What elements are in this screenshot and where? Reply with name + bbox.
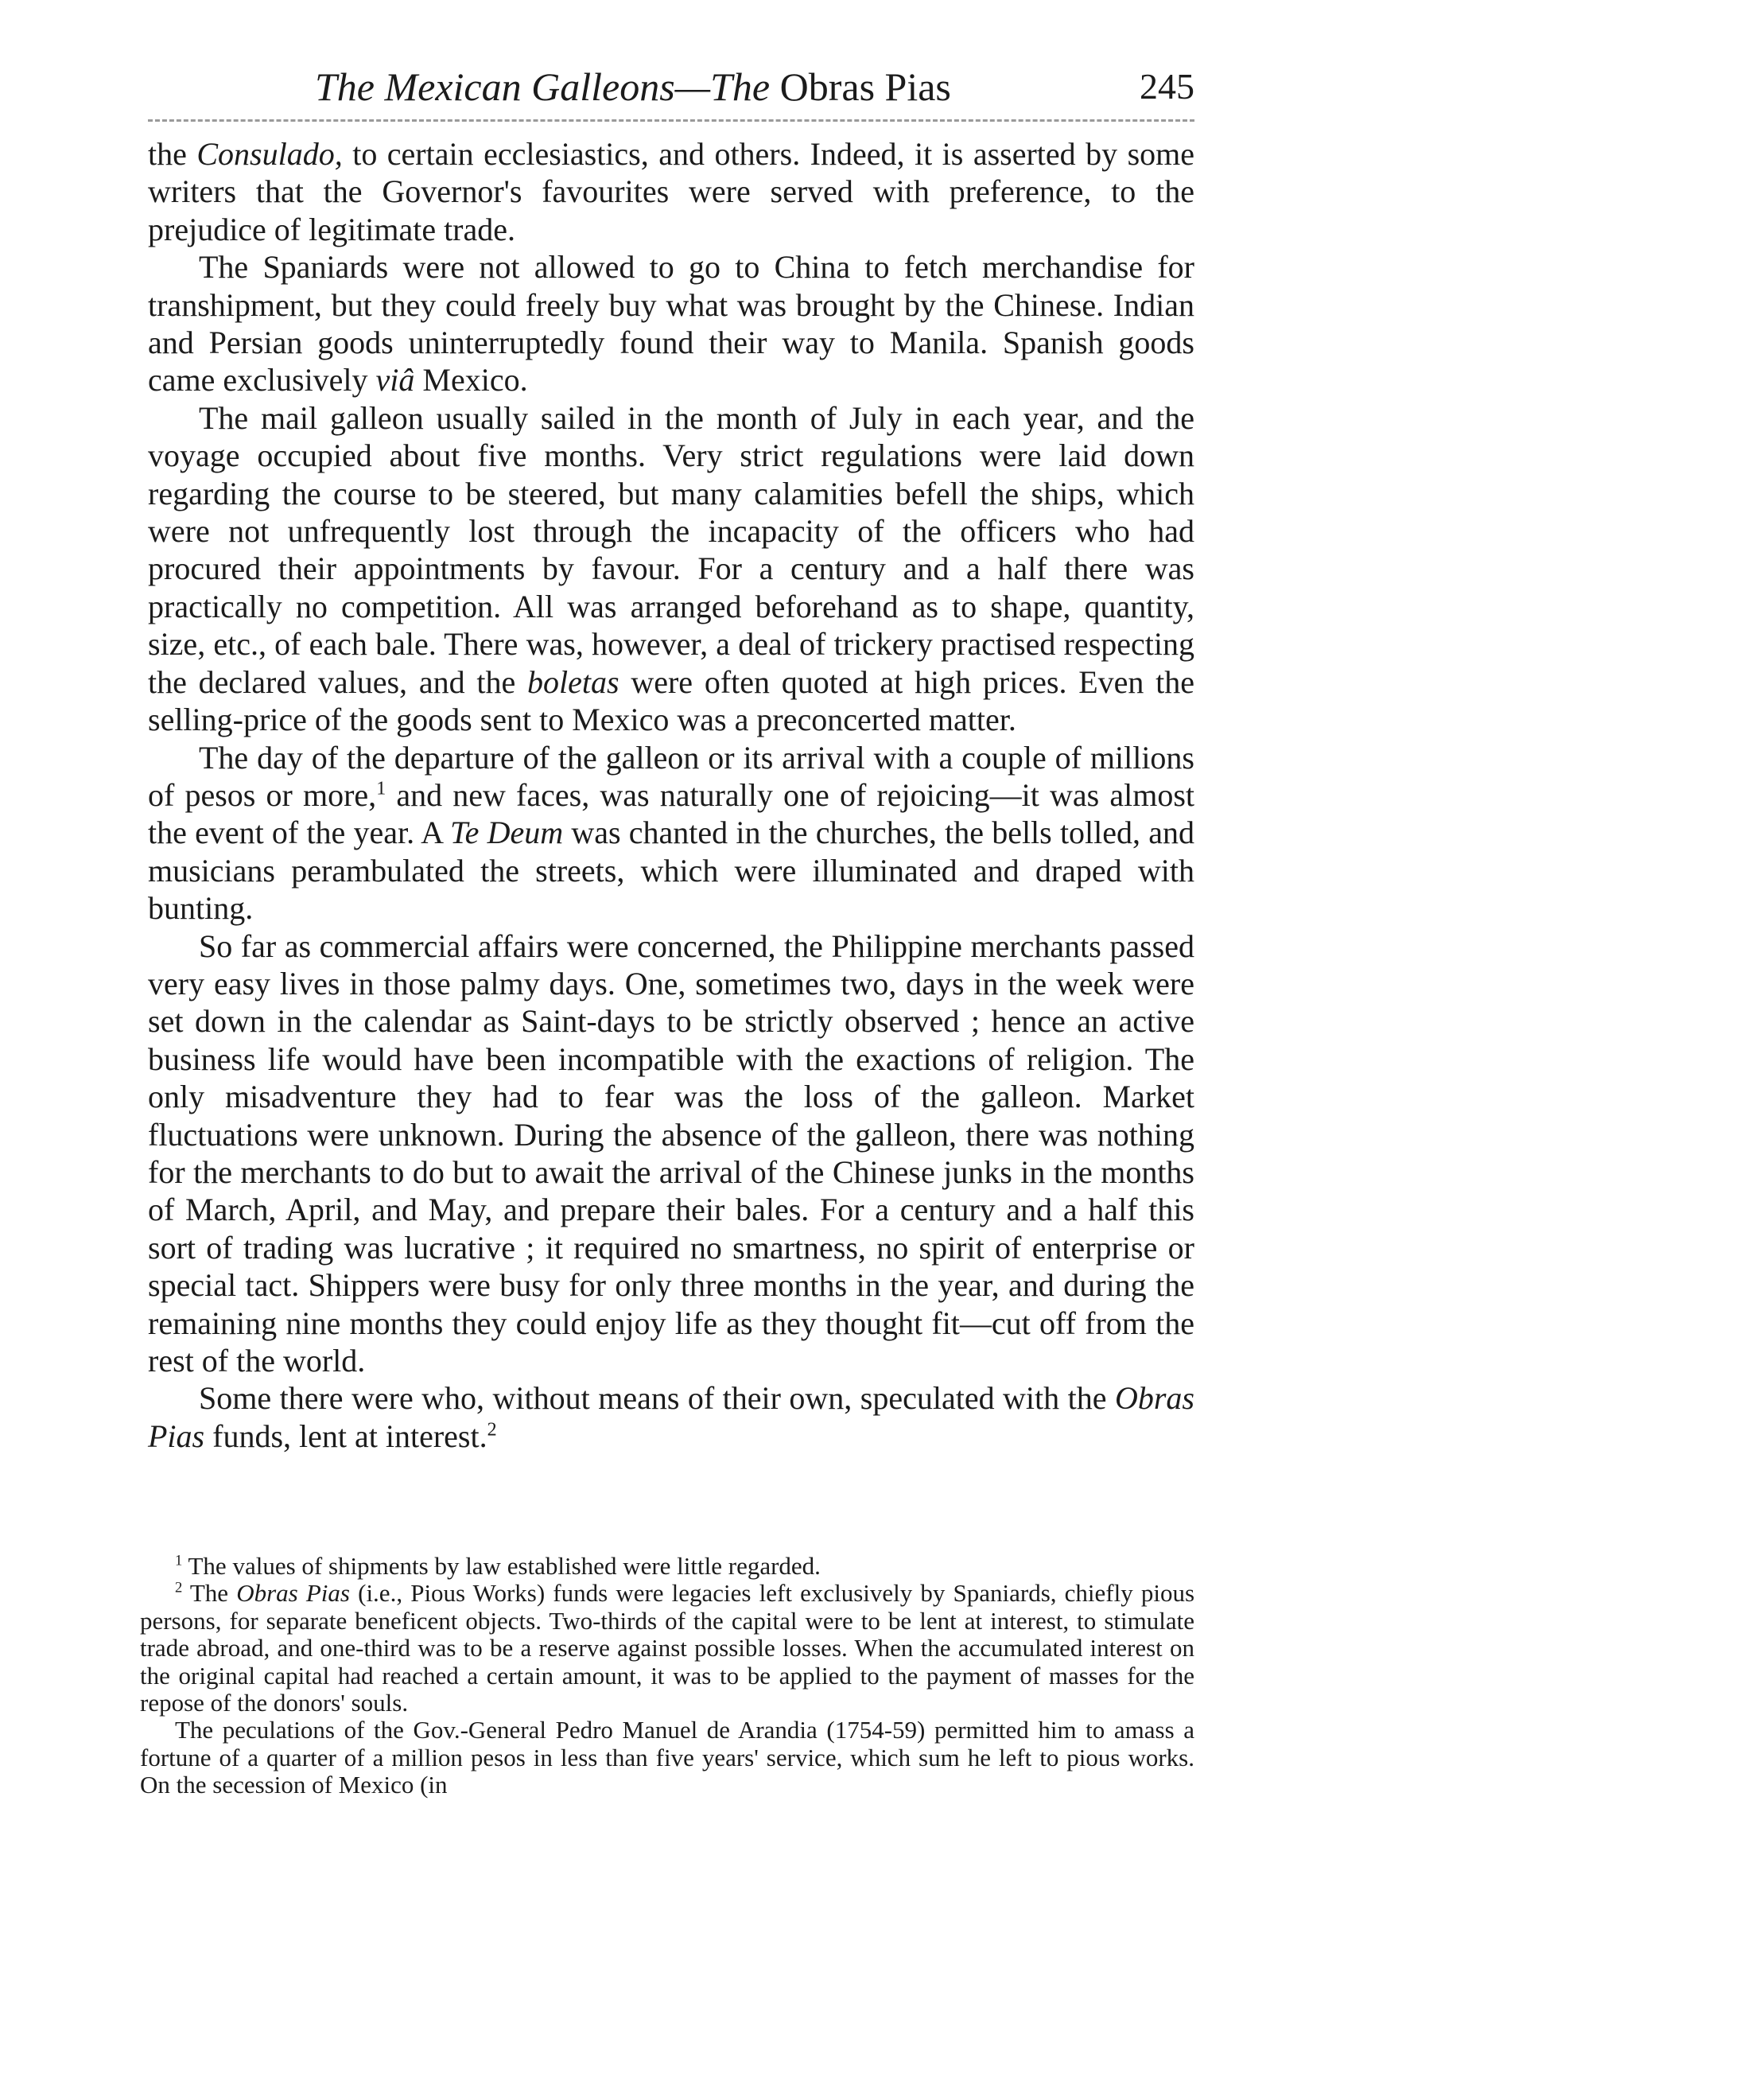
footnotes <box>140 1553 1194 1799</box>
running-title <box>315 57 951 116</box>
footnote-marker: 2 <box>175 1580 183 1597</box>
text-run: So far as commercial affairs were concerned, the Philippine merchants passed very easy lives in those palmy days. One, sometimes two, days in the week were set down in the calendar as Saint-days to be strictly observed ; hence an active business life would have been incompatible with the exactions of religion. The only misadventure they had to fear was the loss of the galleon. Market fluctuations were unknown. During the absence of the galleon, there was nothing for the merchants to do but to await the arrival of the Chinese junks in the months of March, April, and May, and prepare their bales. For a century and a half this sort of trading was lucrative ; it required no smartness, no spirit of enterprise or special tact. Shippers were busy for only three months in the year, and during the remaining nine months they could enjoy life as they thought fit—cut off from the rest of the world. <box>148 928 1194 1379</box>
running-title-roman: Obras Pias <box>779 64 951 109</box>
footnote-1 <box>140 1553 1194 1580</box>
text-run: The day of the departure of the galleon or its arrival with a couple of millions of pesos or more, <box>148 739 1194 813</box>
italic-run: viâ <box>375 362 415 399</box>
text-run: to certain ecclesiastics, and others. Indeed, it is asserted by some writers that the Governor's favourites were served with preference, to the prejudice of legitimate trade. <box>148 136 1195 247</box>
footnote-marker: 1 <box>175 1552 183 1569</box>
footnote-ref-1[interactable]: 1 <box>376 778 386 799</box>
text-run: The <box>189 1579 229 1608</box>
italic-run: Consulado, <box>196 136 343 172</box>
page-number: 245 <box>1140 66 1194 107</box>
text-run: (i.e., Pious Works) funds were legacies left exclusively by Spaniards, chiefly pious persons, for separate beneficent objects. Two-thirds of the capital were to be lent at interest, to stimulate trade abroad, and one-third was to be a reserve against possible losses. When the accumulated interest on the original capital had reached a certain amount, it was to be applied to the payment of masses for the repose of the donors' souls. <box>140 1579 1195 1717</box>
text-run: The Spaniards were not allowed to go to China to fetch merchandise for transhipment, but they could freely buy what was brought by the Chinese. Indian and Persian goods uninterruptedly found their way to Manila. Spanish goods came exclusively <box>148 249 1194 399</box>
paragraph-4 <box>148 739 1194 928</box>
footnote-ref-2[interactable]: 2 <box>487 1419 497 1441</box>
text-run: Mexico. <box>422 362 528 399</box>
text-run: were often quoted at high prices. Even the selling-price of the goods sent to Mexico was a preconcerted matter. <box>148 663 1195 738</box>
footnote-2-continued <box>140 1717 1194 1799</box>
footnote-2 <box>140 1580 1194 1717</box>
running-title-italic: The Mexican Galleons—The <box>315 64 771 109</box>
paragraph-2 <box>148 248 1194 399</box>
text-run: and new faces, was naturally one of rejoicing—it was almost the event of the year. A <box>148 776 1194 851</box>
text-run: the <box>148 136 187 172</box>
text-run: The mail galleon usually sailed in the month of July in each year, and the voyage occupied about five months. Very strict regulations were laid down regarding the course to be steered, but many calamities befell the ships, which were not unfrequently lost through the incapacity of the officers who had procured their appointments by favour. For a century and a half there was practically no competition. All was arranged beforehand as to shape, quantity, size, etc., of each bale. There was, however, a deal of trickery practised respecting the declared values, and the <box>148 399 1194 700</box>
text-run: The values of shipments by law established were little regarded. <box>188 1552 821 1580</box>
italic-run: Obras Pias <box>148 1380 1194 1454</box>
running-head <box>148 57 1194 116</box>
italic-run: Te Deum <box>450 815 564 851</box>
header-rule <box>148 119 1194 122</box>
paragraph-3 <box>148 399 1194 739</box>
text-run: Some there were who, without means of their own, speculated with the <box>199 1380 1107 1417</box>
text-run: was chanted in the churches, the bells tolled, and musicians perambulated the streets, which were illuminated and draped with bunting. <box>148 815 1195 927</box>
italic-run: Obras Pias <box>236 1579 350 1608</box>
text-run: The peculations of the Gov.-General Pedro Manuel de Arandia (1754-59) permitted him to amass a fortune of a quarter of a million pesos in less than five years' service, which sum he left to pious works. On the secession of Mexico (in <box>140 1716 1194 1799</box>
paragraph-1 <box>148 135 1194 248</box>
body-text <box>148 135 1194 1455</box>
paragraph-6 <box>148 1379 1194 1455</box>
text-run: funds, lent at interest. <box>212 1418 487 1454</box>
paragraph-5 <box>148 928 1194 1380</box>
italic-run: boletas <box>527 663 619 700</box>
